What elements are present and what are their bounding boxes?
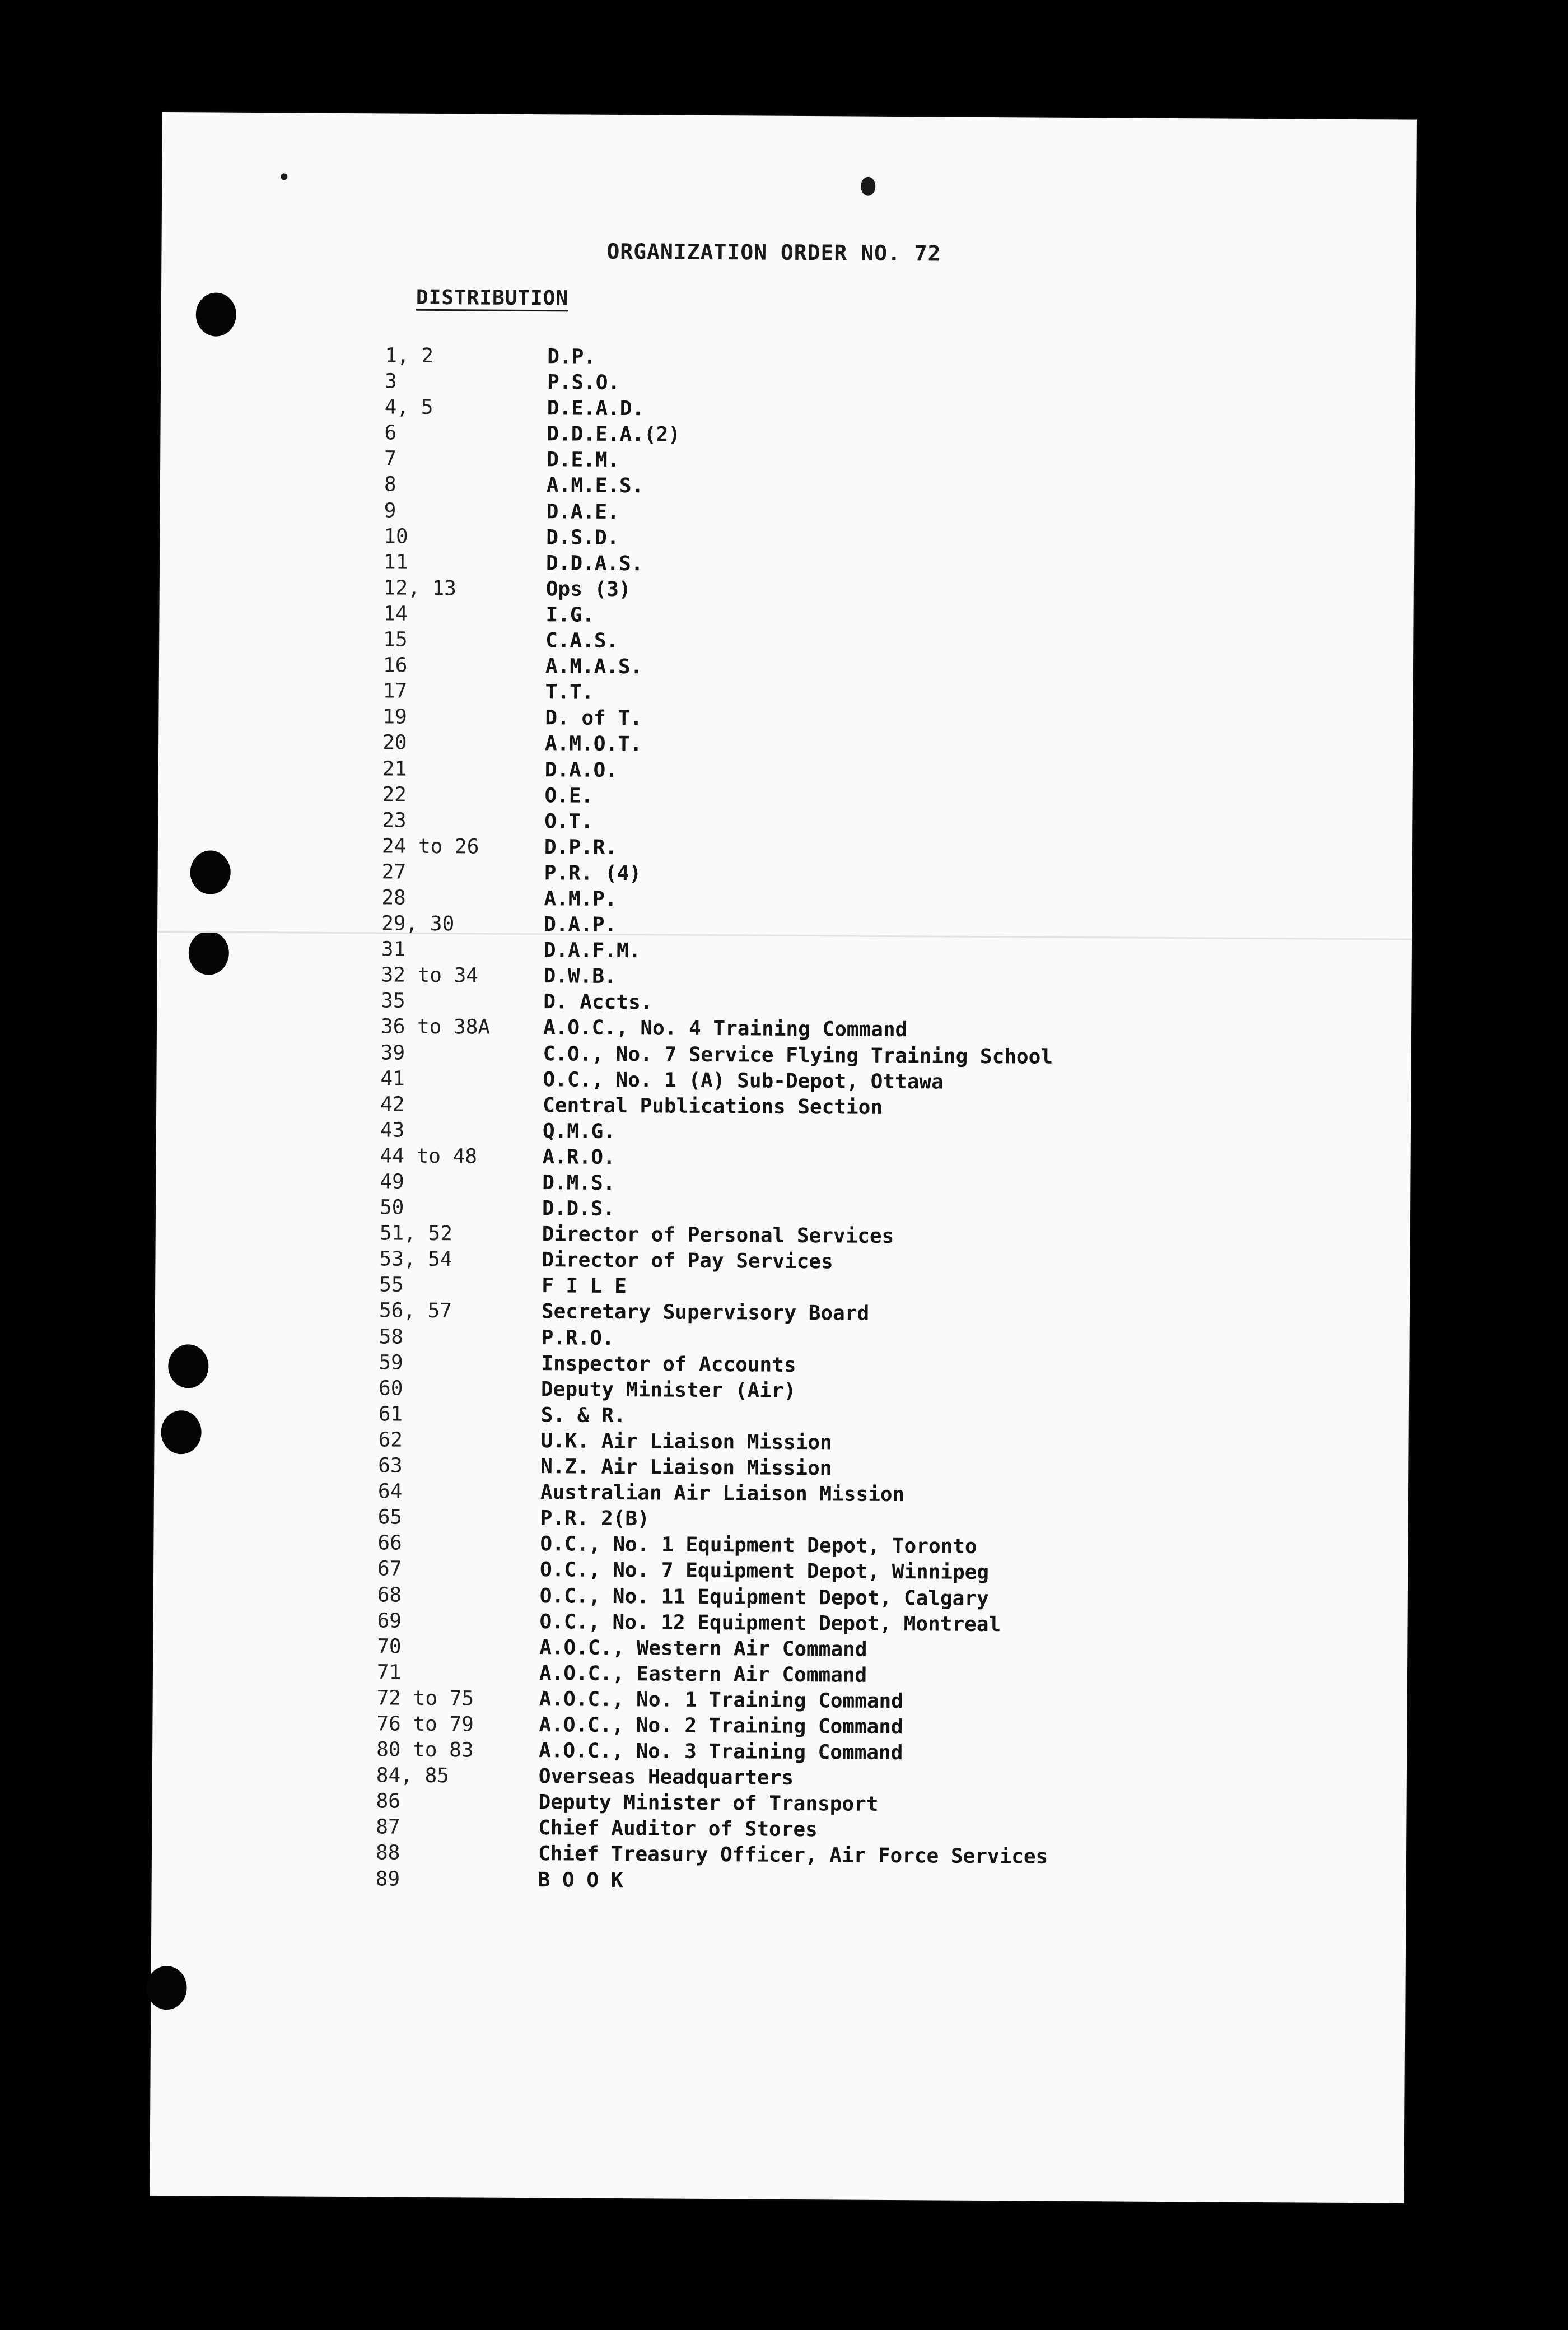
copy-number: 58 <box>379 1325 404 1349</box>
copy-number: 28 <box>381 886 406 910</box>
recipient: O.C., No. 7 Equipment Depot, Winnipeg <box>539 1558 990 1585</box>
recipient: Q.M.G. <box>542 1119 616 1143</box>
copy-number: 60 <box>378 1377 403 1400</box>
copy-number: 50 <box>379 1196 404 1219</box>
recipient: A.O.C., No. 1 Training Command <box>539 1688 904 1713</box>
ink-speck <box>861 177 875 196</box>
recipient: Ops (3) <box>545 577 631 601</box>
document-title: ORGANIZATION ORDER NO. 72 <box>606 239 941 266</box>
copy-number: 19 <box>382 705 407 729</box>
recipient: I.G. <box>545 603 595 627</box>
copy-number: 69 <box>377 1609 402 1633</box>
copy-number: 88 <box>375 1841 400 1865</box>
recipient: Inspector of Accounts <box>541 1352 796 1377</box>
recipient: U.K. Air Liaison Mission <box>540 1429 832 1455</box>
ink-speck <box>281 173 287 180</box>
copy-number: 39 <box>380 1041 405 1065</box>
punch-hole <box>168 1344 208 1388</box>
recipient: P.R.O. <box>541 1326 614 1350</box>
recipient: Chief Treasury Officer, Air Force Services <box>538 1842 1048 1869</box>
distribution-heading: DISTRIBUTION <box>416 286 568 312</box>
punch-hole <box>146 1966 186 2010</box>
copy-number: 24 to 26 <box>381 835 479 859</box>
recipient: O.C., No. 11 Equipment Depot, Calgary <box>539 1584 989 1610</box>
copy-number: 62 <box>378 1428 403 1452</box>
copy-number: 12, 13 <box>383 576 456 600</box>
recipient: D.A.E. <box>546 500 619 524</box>
recipient: O.C., No. 1 (A) Sub-Depot, Ottawa <box>543 1068 944 1094</box>
copy-number: 35 <box>381 989 405 1013</box>
copy-number: 36 to 38A <box>380 1015 491 1040</box>
copy-number: 49 <box>380 1170 404 1194</box>
copy-number: 7 <box>384 447 397 470</box>
copy-number: 65 <box>377 1506 403 1529</box>
recipient: P.S.O. <box>547 371 620 395</box>
punch-hole <box>161 1410 201 1454</box>
copy-number: 14 <box>383 602 408 626</box>
copy-number: 44 to 48 <box>380 1144 478 1168</box>
copy-number: 29, 30 <box>381 912 455 936</box>
copy-number: 43 <box>380 1119 405 1142</box>
copy-number: 31 <box>381 938 406 961</box>
recipient: D.E.M. <box>547 448 620 472</box>
recipient: P.R. (4) <box>544 861 642 886</box>
copy-number: 63 <box>378 1454 403 1478</box>
copy-number: 6 <box>384 421 397 445</box>
recipient: N.Z. Air Liaison Mission <box>540 1455 832 1480</box>
recipient: O.C., No. 1 Equipment Depot, Toronto <box>540 1532 977 1559</box>
recipient: Central Publications Section <box>543 1093 883 1119</box>
recipient: C.O., No. 7 Service Flying Training School <box>543 1042 1053 1069</box>
recipient: A.O.C., No. 4 Training Command <box>543 1016 908 1042</box>
recipient: D. of T. <box>545 706 642 730</box>
recipient: D.A.F.M. <box>543 939 641 963</box>
recipient: D.S.D. <box>546 525 619 549</box>
recipient: Director of Pay Services <box>542 1248 833 1274</box>
recipient: D.A.P. <box>544 913 617 937</box>
recipient: A.O.C., No. 2 Training Command <box>539 1713 903 1739</box>
recipient: Chief Auditor of Stores <box>538 1816 818 1842</box>
distribution-entry <box>376 1866 1378 1898</box>
copy-number: 67 <box>377 1557 402 1581</box>
copy-number: 66 <box>377 1531 402 1555</box>
recipient: O.E. <box>544 784 594 808</box>
copy-number: 11 <box>383 551 408 574</box>
recipient: B O O K <box>538 1868 623 1892</box>
recipient: O.T. <box>544 809 594 833</box>
copy-number: 51, 52 <box>379 1222 452 1246</box>
copy-number: 4, 5 <box>384 395 433 420</box>
copy-number: 17 <box>382 679 408 703</box>
copy-number: 20 <box>382 731 407 755</box>
recipient: D.W.B. <box>543 964 617 989</box>
recipient: P.R. 2(B) <box>540 1507 650 1531</box>
recipient: D.P. <box>547 345 596 369</box>
copy-number: 21 <box>382 757 407 781</box>
copy-number: 8 <box>384 473 396 497</box>
copy-number: 15 <box>383 628 408 651</box>
recipient: A.M.O.T. <box>544 732 642 756</box>
copy-number: 80 to 83 <box>376 1738 474 1762</box>
copy-number: 23 <box>382 809 407 832</box>
recipient: T.T. <box>545 681 594 704</box>
copy-number: 3 <box>384 370 397 393</box>
recipient: Overseas Headquarters <box>538 1765 794 1790</box>
copy-number: 1, 2 <box>385 344 434 367</box>
recipient: S. & R. <box>540 1404 626 1427</box>
recipient: A.M.E.S. <box>546 474 644 498</box>
recipient: D.M.S. <box>542 1171 615 1195</box>
copy-number: 16 <box>382 654 408 677</box>
document-page <box>150 112 1417 2203</box>
recipient: D.D.E.A.(2) <box>547 422 681 446</box>
punch-hole <box>196 292 236 336</box>
recipient: D.P.R. <box>544 835 618 859</box>
recipient: A.R.O. <box>542 1145 615 1169</box>
recipient: A.M.P. <box>544 887 617 911</box>
recipient: D.D.S. <box>542 1197 615 1221</box>
recipient: Deputy Minister of Transport <box>538 1791 879 1816</box>
recipient: Australian Air Liaison Mission <box>540 1481 905 1507</box>
copy-number: 70 <box>377 1635 402 1658</box>
punch-hole <box>189 931 229 975</box>
distribution-list <box>376 343 1388 1898</box>
recipient: O.C., No. 12 Equipment Depot, Montreal <box>539 1610 1001 1636</box>
copy-number: 89 <box>375 1867 400 1891</box>
copy-number: 59 <box>379 1351 403 1374</box>
copy-number: 53, 54 <box>379 1247 452 1271</box>
punch-hole <box>190 850 230 894</box>
recipient: D. Accts. <box>543 990 653 1014</box>
copy-number: 84, 85 <box>376 1764 450 1788</box>
copy-number: 76 to 79 <box>376 1712 474 1736</box>
recipient: C.A.S. <box>545 629 619 653</box>
copy-number: 61 <box>378 1402 403 1426</box>
recipient: Deputy Minister (Air) <box>540 1377 796 1402</box>
copy-number: 56, 57 <box>379 1299 452 1323</box>
recipient: D.E.A.D. <box>547 397 645 421</box>
copy-number: 64 <box>377 1480 403 1503</box>
copy-number: 22 <box>382 783 407 807</box>
copy-number: 71 <box>376 1661 402 1684</box>
copy-number: 10 <box>384 525 408 548</box>
copy-number: 41 <box>380 1067 405 1091</box>
recipient: Secretary Supervisory Board <box>541 1300 870 1326</box>
recipient: A.O.C., No. 3 Training Command <box>539 1739 903 1765</box>
copy-number: 27 <box>381 860 407 884</box>
copy-number: 9 <box>384 498 396 523</box>
copy-number: 68 <box>377 1583 402 1607</box>
recipient: A.M.A.S. <box>545 655 643 679</box>
copy-number: 72 to 75 <box>376 1686 474 1711</box>
copy-number: 32 to 34 <box>381 963 479 987</box>
recipient: D.A.O. <box>544 758 618 782</box>
copy-number: 55 <box>379 1273 404 1297</box>
recipient: D.D.A.S. <box>545 551 643 576</box>
copy-number: 86 <box>376 1790 401 1813</box>
recipient: F I L E <box>542 1274 627 1298</box>
recipient: A.O.C., Eastern Air Command <box>539 1661 867 1687</box>
copy-number: 42 <box>380 1093 405 1116</box>
recipient: Director of Personal Services <box>542 1223 894 1248</box>
recipient: A.O.C., Western Air Command <box>539 1635 867 1661</box>
copy-number: 87 <box>376 1815 400 1839</box>
